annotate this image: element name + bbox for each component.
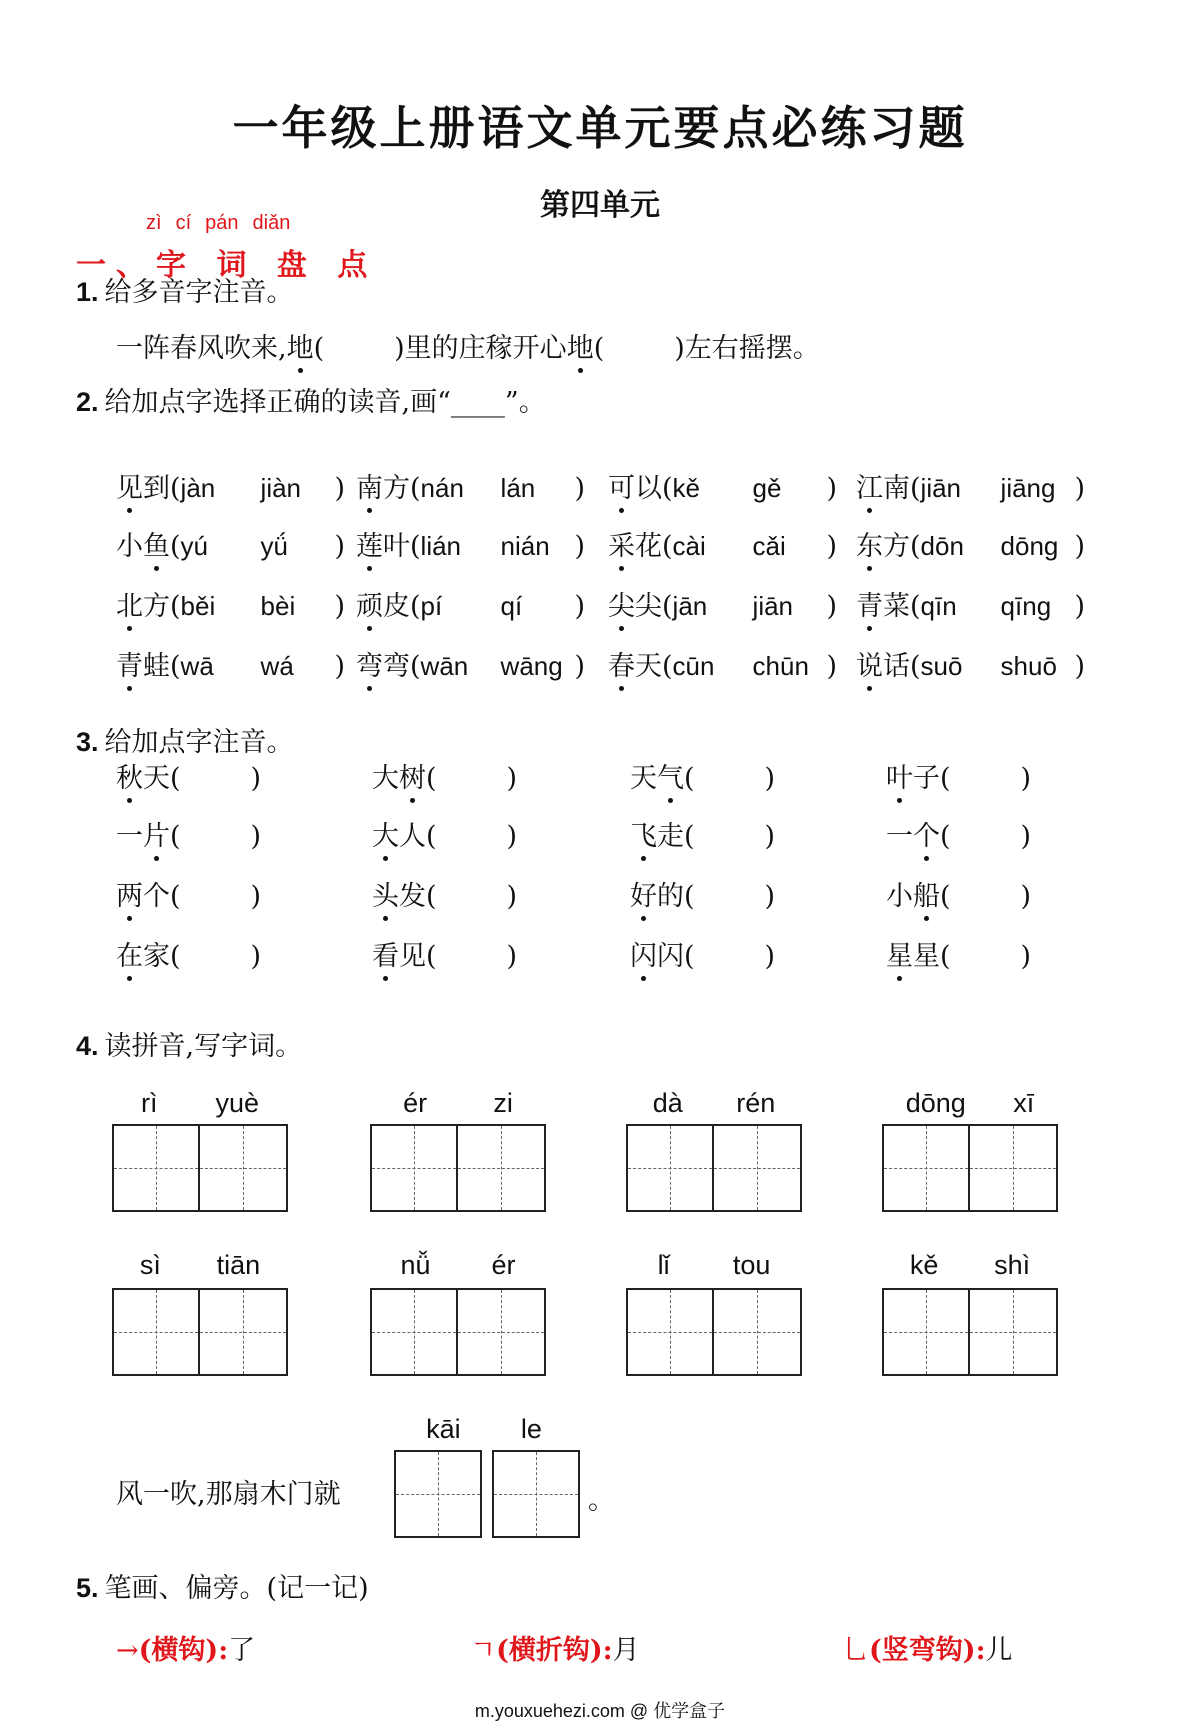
pinyin-option-b[interactable]: wāng bbox=[500, 651, 563, 681]
pinyin-option-b[interactable]: qīng bbox=[1000, 591, 1052, 621]
word-pinyin: lǐ tou bbox=[657, 1250, 771, 1280]
pinyin-choice-item: 尖尖(jān jiān ) bbox=[608, 584, 837, 623]
pinyin-option-b[interactable]: nián bbox=[500, 531, 550, 561]
writing-cell[interactable] bbox=[714, 1124, 802, 1212]
question-2-prompt: 2. 给加点字选择正确的读音,画“____”。 bbox=[76, 387, 546, 418]
annotate-item: 两个( ) bbox=[116, 874, 261, 913]
stroke-symbol: 乚 bbox=[842, 1635, 869, 1666]
stroke-symbol: ㄱ bbox=[470, 1635, 497, 1666]
pinyin-choice-item: 可以(kě gě ) bbox=[608, 466, 837, 505]
pinyin-option-a[interactable]: yú bbox=[180, 531, 209, 561]
pinyin-choice-item: 春天(cūn chūn ) bbox=[608, 644, 837, 683]
writing-cell[interactable] bbox=[394, 1450, 482, 1538]
stroke-name: (竖弯钩) bbox=[869, 1635, 976, 1666]
writing-cell[interactable] bbox=[370, 1124, 458, 1212]
writing-grid[interactable] bbox=[626, 1288, 802, 1376]
pinyin-option-a[interactable]: wān bbox=[420, 651, 469, 681]
pinyin-option-a[interactable]: cài bbox=[672, 531, 706, 561]
annotate-item: 星星( ) bbox=[886, 934, 1031, 973]
sentence-pre: 风一吹,那扇木门就 bbox=[116, 1479, 341, 1510]
stroke-name: (横折钩) bbox=[496, 1635, 603, 1666]
stroke-example: 儿 bbox=[985, 1635, 1013, 1666]
writing-cell[interactable] bbox=[458, 1124, 546, 1212]
section-title: 一、字 词 盘 点 bbox=[76, 248, 378, 283]
writing-grid[interactable] bbox=[882, 1124, 1058, 1212]
pinyin-choice-item: 说话(suō shuō ) bbox=[856, 644, 1085, 683]
footer-watermark: m.youxuehezi.com @ 优学盒子 bbox=[474, 1701, 726, 1721]
writing-cell[interactable] bbox=[882, 1124, 970, 1212]
writing-cell[interactable] bbox=[882, 1288, 970, 1376]
pinyin-option-a[interactable]: wā bbox=[180, 651, 214, 681]
pinyin-choice-item: 弯弯(wān wāng ) bbox=[356, 644, 585, 683]
annotate-item: 头发( ) bbox=[372, 874, 517, 913]
writing-cell[interactable] bbox=[200, 1288, 288, 1376]
annotate-item: 大人( ) bbox=[372, 814, 517, 853]
pinyin-option-b[interactable]: dōng bbox=[1000, 531, 1059, 561]
pinyin-choice-item: 小鱼(yú yǘ ) bbox=[116, 524, 345, 563]
word-pinyin: ér zi bbox=[403, 1088, 513, 1118]
sentence-answer-grid[interactable] bbox=[394, 1450, 580, 1538]
sentence-pinyin: kāi le bbox=[426, 1414, 542, 1444]
pinyin-choice-item: 采花(cài cǎi ) bbox=[608, 524, 837, 563]
annotate-item: 看见( ) bbox=[372, 934, 517, 973]
annotate-item: 叶子( ) bbox=[886, 756, 1031, 795]
pinyin-option-b[interactable]: lán bbox=[500, 473, 536, 503]
question-3-prompt: 3. 给加点字注音。 bbox=[76, 727, 294, 758]
annotate-item: 天气( ) bbox=[630, 756, 775, 795]
writing-grid[interactable] bbox=[626, 1124, 802, 1212]
writing-cell[interactable] bbox=[200, 1124, 288, 1212]
writing-cell[interactable] bbox=[626, 1124, 714, 1212]
pinyin-choice-item: 莲叶(lián nián ) bbox=[356, 524, 585, 563]
stroke-name: (横钩) bbox=[138, 1635, 219, 1666]
stroke-item: 乚(竖弯钩):儿 bbox=[842, 1635, 1013, 1666]
pinyin-choice-item: 青蛙(wā wá ) bbox=[116, 644, 345, 683]
pinyin-option-a[interactable]: jiān bbox=[920, 473, 962, 503]
pinyin-option-b[interactable]: chūn bbox=[752, 651, 809, 681]
pinyin-option-b[interactable]: jiàn bbox=[260, 473, 302, 503]
pinyin-option-a[interactable]: pí bbox=[420, 591, 443, 621]
pinyin-option-a[interactable]: jàn bbox=[180, 473, 216, 503]
annotate-item: 在家( ) bbox=[116, 934, 261, 973]
writing-grid[interactable] bbox=[882, 1288, 1058, 1376]
question-1-prompt: 1. 给多音字注音。 bbox=[76, 277, 294, 308]
pinyin-choice-item: 顽皮(pí qí ) bbox=[356, 584, 585, 623]
annotate-item: 闪闪( ) bbox=[630, 934, 775, 973]
pinyin-option-a[interactable]: cūn bbox=[672, 651, 715, 681]
word-pinyin: dà rén bbox=[652, 1088, 776, 1118]
stroke-symbol: → bbox=[116, 1635, 139, 1666]
writing-cell[interactable] bbox=[626, 1288, 714, 1376]
pinyin-option-b[interactable]: jiāng bbox=[1000, 473, 1056, 503]
writing-cell[interactable] bbox=[370, 1288, 458, 1376]
pinyin-option-a[interactable]: dōn bbox=[920, 531, 964, 561]
annotate-item: 小船( ) bbox=[886, 874, 1031, 913]
writing-cell[interactable] bbox=[970, 1288, 1058, 1376]
writing-grid[interactable] bbox=[370, 1288, 546, 1376]
pinyin-option-a[interactable]: suō bbox=[920, 651, 963, 681]
pinyin-option-a[interactable]: běi bbox=[180, 591, 216, 621]
pinyin-choice-item: 北方(běi bèi ) bbox=[116, 584, 345, 623]
annotate-item: 大树( ) bbox=[372, 756, 517, 795]
pinyin-option-b[interactable]: qí bbox=[500, 591, 523, 621]
pinyin-option-b[interactable]: shuō bbox=[1000, 651, 1057, 681]
pinyin-option-b[interactable]: bèi bbox=[260, 591, 296, 621]
writing-grid[interactable] bbox=[112, 1288, 288, 1376]
word-pinyin: dōng xī bbox=[905, 1088, 1035, 1118]
pinyin-choice-item: 东方(dōn dōng ) bbox=[856, 524, 1085, 563]
question-1-sentence: 一阵春风吹来,地( )里的庄稼开心地( )左右摇摆。 bbox=[116, 326, 820, 365]
pinyin-option-a[interactable]: nán bbox=[420, 473, 464, 503]
stroke-example: 了 bbox=[228, 1635, 256, 1666]
annotate-item: 一片( ) bbox=[116, 814, 261, 853]
writing-cell[interactable] bbox=[492, 1450, 580, 1538]
sentence-post: 。 bbox=[588, 1485, 615, 1516]
annotate-item: 秋天( ) bbox=[116, 756, 261, 795]
annotate-item: 一个( ) bbox=[886, 814, 1031, 853]
pinyin-choice-item: 见到(jàn jiàn ) bbox=[116, 466, 345, 505]
word-pinyin: rì yuè bbox=[140, 1088, 259, 1118]
stroke-item: →(横钩):了 bbox=[116, 1635, 256, 1666]
pinyin-choice-item: 青菜(qīn qīng ) bbox=[856, 584, 1085, 623]
annotate-item: 飞走( ) bbox=[630, 814, 775, 853]
pinyin-choice-item: 南方(nán lán ) bbox=[356, 466, 585, 505]
pinyin-option-a[interactable]: lián bbox=[420, 531, 462, 561]
word-pinyin: sì tiān bbox=[139, 1250, 261, 1280]
writing-grid[interactable] bbox=[370, 1124, 546, 1212]
question-5-prompt: 5. 笔画、偏旁。(记一记) bbox=[76, 1573, 369, 1604]
word-pinyin: kě shì bbox=[909, 1250, 1031, 1280]
pinyin-option-b[interactable]: gě bbox=[752, 473, 782, 503]
question-4-prompt: 4. 读拼音,写字词。 bbox=[76, 1031, 303, 1062]
writing-cell[interactable] bbox=[458, 1288, 546, 1376]
stroke-example: 月 bbox=[612, 1635, 640, 1666]
pinyin-option-a[interactable]: qīn bbox=[920, 591, 957, 621]
word-pinyin: nǚ ér bbox=[400, 1250, 516, 1280]
writing-cell[interactable] bbox=[112, 1288, 200, 1376]
pinyin-option-a[interactable]: jān bbox=[672, 591, 708, 621]
pinyin-option-b[interactable]: jiān bbox=[752, 591, 794, 621]
writing-cell[interactable] bbox=[970, 1124, 1058, 1212]
pinyin-option-b[interactable]: yǘ bbox=[260, 531, 289, 561]
section-pinyin: zì cí pán diǎn bbox=[146, 212, 291, 234]
stroke-item: ㄱ(横折钩):月 bbox=[470, 1635, 640, 1666]
writing-grid[interactable] bbox=[112, 1124, 288, 1212]
pinyin-option-a[interactable]: kě bbox=[672, 473, 701, 503]
page-title: 一年级上册语文单元要点必练习题 bbox=[232, 101, 968, 155]
pinyin-option-b[interactable]: cǎi bbox=[752, 531, 786, 561]
writing-cell[interactable] bbox=[112, 1124, 200, 1212]
annotate-item: 好的( ) bbox=[630, 874, 775, 913]
writing-cell[interactable] bbox=[714, 1288, 802, 1376]
pinyin-choice-item: 江南(jiān jiāng ) bbox=[856, 466, 1085, 505]
pinyin-option-b[interactable]: wá bbox=[260, 651, 294, 681]
unit-subtitle: 第四单元 bbox=[540, 188, 660, 223]
